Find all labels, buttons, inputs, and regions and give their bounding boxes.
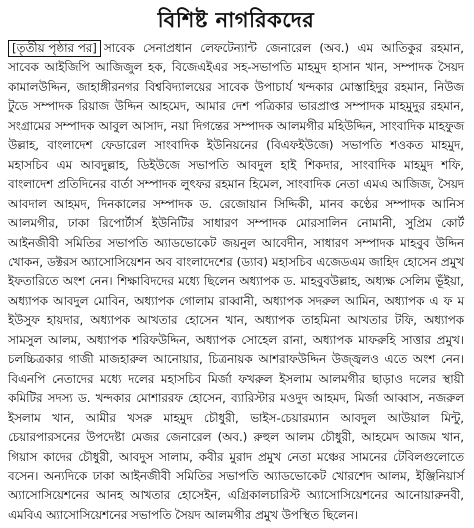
article-body-text: সাবেক সেনাপ্রধান লেফটেন্যান্ট জেনারেল (অব.) এম আতিকুর রহমান, সাবেক আইজিপি আজিজুল হক, বিজেএইএর সহ-সভাপতি মাহমুদ হাসান খান, সম্পাদক সৈয়দ কামালউদ্দিন, জাহাঙ্গীরনগর বিশ্ববিদ্যালয়ের সাবেক উপাচার্য খন্দকার মোস্তাহিদুর রহমান, নিউজ টুডে সম্পাদক রিয়াজ উদ্দিন আহমেদ, আমার দেশ পত্রিকার ভারপ্রাপ্ত সম্পাদক মাহমুদুর রহমান, সংগ্রামের সম্পাদক আবুল আসাদ, নয়া দিগন্তের সম্পাদক আলমগীর মহিউদ্দিন, সাংবাদিক মাহফুজ উল্লাহ, বাংলাদেশ ফেডারেল সাংবাদিক ইউনিয়নের (বিএফইউজে) সভাপতি শওকত মাহমুদ, মহাসচিব এম আবদুল্লাহ, ডিইউজে সভাপতি আবদুল হাই শিকদার, সাংবাদিক মাহমুদ শফি, বাংলাদেশ প্রতিদিনের বার্তা সম্পাদক লুৎফর রহমান হিমেল, সাংবাদিক নেতা এমএ আজিজ, সৈয়দ আবদাল আহমদ, দিনকালের সম্পাদক ড. রেজোয়ান সিদ্দিকী, মানব কণ্ঠের সম্পাদক আনিস আলমগীর, ঢাকা রিপোর্টার্স ইউনিটির সাধারণ সম্পাদক মোরসালিন নোমানী, সুপ্রিম কোর্ট আইনজীবী সমিতির সভাপতি অ্যাডভোকেট জয়নুল আবেদীন, সাধারণ সম্পাদক মাহবুব উদ্দিন খোকন, ডক্টরস অ্যাসোসিয়েশন অব বাংলাদেশের (ড্যাব) মহাসচিব এজেডএম জাহিদ হোসেন প্রমুখ ইফতারিতে অংশ নেন। শিক্ষাবিদদের মধ্যে ছিলেন অধ্যাপক ড. মাহবুবউল্লাহ, অধ্যক্ষ সেলিম ভূঁইয়া, অধ্যাপক আবদুল মোবিন, অধ্যাপক গোলাম রাব্বানী, অধ্যাপক সদরুল আমিন, অধ্যাপক এ ফ ম ইউসুফ হায়দার, অধ্যাপক আখতার হোসেন খান, অধ্যাপক তাহমিনা আখতার টফি, অধ্যাপক সামসুল আলম, অধ্যাপক শরিফউদ্দিন, অধ্যাপক সোহেল রানা, অধ্যাপক মাফরুহি সাত্তার প্রমুখ। চলচ্চিত্রকার গাজী মাজহারুল আনোয়ার, চিত্রনায়ক আশরাফউদ্দিন উজ্জ্বলও এতে অংশ নেন। বিএনপি নেতাদের মধ্যে দলের মহাসচিব মির্জা ফখরুল ইসলাম আলমগীর ছাড়াও দলের স্থায়ী কমিটির সদস্য ড. খন্দকার মোশাররফ হোসেন, ব্যারিস্টার মওদুদ আহমদ, মির্জা আব্বাস, নজরুল ইসলাম খান, আমীর খসরু মাহমুদ চৌধুরী, ভাইস-চেয়ারম্যান আবদুল আউয়াল মিন্টু, চেয়ারপারসনের উপদেষ্টা মেজর জেনারেল (অব.) রুহুল আলম চৌধুরী, আহমেদ আজম খান, গিয়াস কাদের চৌধুরী, আবদুস সালাম, কবীর মুরাদ প্রমুখ নেতা মঞ্চের সামনের টেবিলগুলোতে বসেন। অন্যদিকে ঢাকা আইনজীবী সমিতির সভাপতি অ্যাডভোকেট খোরশেদ আলম, ইঞ্জিনিয়ার্স অ্যাসোসিয়েশনের আনহ আখতার হোসেইন, এগ্রিকালচারিস্ট অ্যাসোসিয়েশনের আনোয়ারুনবী, এমবিএ অ্যাসোসিয়েশনের সভাপতি সৈয়দ আলমগীর প্রমুখ উপস্থিত ছিলেন। (8, 41, 464, 522)
article-body (8, 39, 464, 525)
article-headline: বিশিষ্ট নাগরিকদের (157, 8, 315, 32)
continued-from-label: [তৃতীয় পৃষ্ঠার পর] (8, 40, 101, 57)
